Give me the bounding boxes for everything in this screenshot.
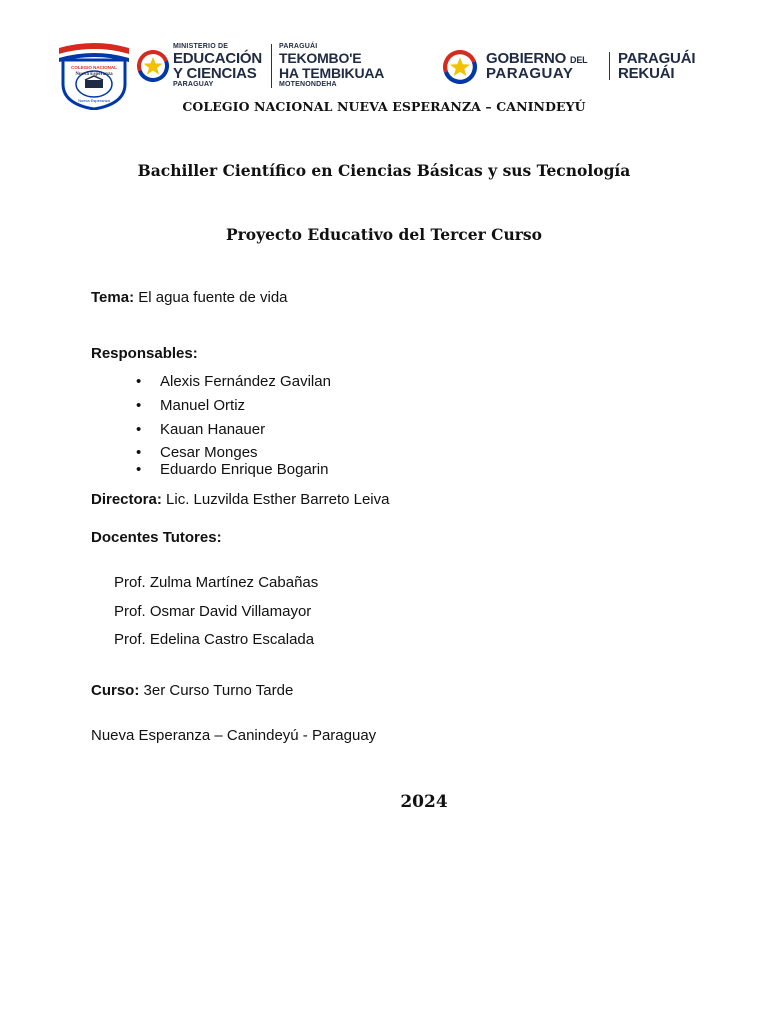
- tek-line3: HA TEMBIKUAA: [279, 65, 385, 81]
- curso-value: 3er Curso Turno Tarde: [139, 682, 294, 699]
- rekuai-line1: PARAGUÁI: [618, 50, 696, 67]
- gobierno-word: GOBIERNO: [486, 50, 567, 67]
- proyecto-title: Proyecto Educativo del Tercer Curso: [225, 225, 543, 244]
- bullet-icon: •: [136, 444, 142, 461]
- tema-line: [91, 289, 288, 306]
- mec-line4: PARAGUAY: [173, 81, 214, 88]
- svg-text:COLEGIO NACIONAL: COLEGIO NACIONAL: [71, 65, 117, 70]
- school-name: COLEGIO NACIONAL NUEVA ESPERANZA – CANINDEYÚ: [182, 99, 586, 114]
- curso-label: Curso:: [91, 682, 140, 699]
- tema-label: Tema:: [91, 289, 135, 306]
- bullet-icon: •: [136, 421, 142, 438]
- docente-item: Prof. Edelina Castro Escalada: [114, 631, 315, 648]
- docente-item: Prof. Zulma Martínez Cabañas: [114, 574, 319, 591]
- location-line: Nueva Esperanza – Canindeyú - Paraguay: [91, 727, 377, 744]
- directora-value: Lic. Luzvilda Esther Barreto Leiva: [161, 491, 390, 508]
- responsable-name: Cesar Monges: [160, 444, 258, 461]
- tek-line4: MOTENONDEHA: [279, 81, 337, 88]
- responsable-name: Manuel Ortiz: [160, 397, 246, 414]
- star-emblem-icon: [137, 50, 169, 82]
- responsable-name: Eduardo Enrique Bogarin: [160, 461, 329, 478]
- responsables-label: Responsables:: [91, 345, 198, 362]
- rekuai-line2: REKUÁI: [618, 65, 675, 82]
- star-emblem-icon: [443, 50, 477, 84]
- svg-text:Nueva Esperanza: Nueva Esperanza: [78, 98, 110, 103]
- gobierno-line1: [486, 51, 587, 66]
- year: 2024: [400, 792, 448, 812]
- directora-line: [91, 491, 389, 508]
- curso-line: [91, 682, 293, 699]
- gobierno-line2: PARAGUAY: [486, 65, 574, 82]
- gobierno-del: DEL: [570, 55, 588, 65]
- tek-line1: PARAGUÁI: [279, 43, 318, 50]
- responsable-name: Kauan Hanauer: [160, 421, 266, 438]
- svg-text:Nueva Esperanza: Nueva Esperanza: [75, 72, 113, 77]
- tema-value: El agua fuente de vida: [134, 289, 288, 306]
- bachiller-title: Bachiller Científico en Ciencias Básicas y sus Tecnología: [137, 161, 631, 180]
- bullet-icon: •: [136, 397, 142, 414]
- header-divider-2: [609, 52, 610, 80]
- responsable-name: Alexis Fernández Gavilan: [160, 373, 331, 390]
- mec-line3: Y CIENCIAS: [173, 65, 257, 82]
- mec-line2: EDUCACIÓN: [173, 50, 263, 67]
- tek-line2: TEKOMBO'E: [279, 50, 362, 66]
- bullet-icon: •: [136, 461, 142, 478]
- directora-label: Directora:: [91, 491, 162, 508]
- docentes-label: Docentes Tutores:: [91, 529, 222, 546]
- gobierno-star-logo: [443, 50, 477, 84]
- mec-star-logo: [137, 50, 169, 82]
- docente-item: Prof. Osmar David Villamayor: [114, 603, 312, 620]
- mec-line1: MINISTERIO DE: [173, 43, 229, 50]
- bullet-icon: •: [136, 373, 142, 390]
- header-divider-1: [271, 44, 272, 88]
